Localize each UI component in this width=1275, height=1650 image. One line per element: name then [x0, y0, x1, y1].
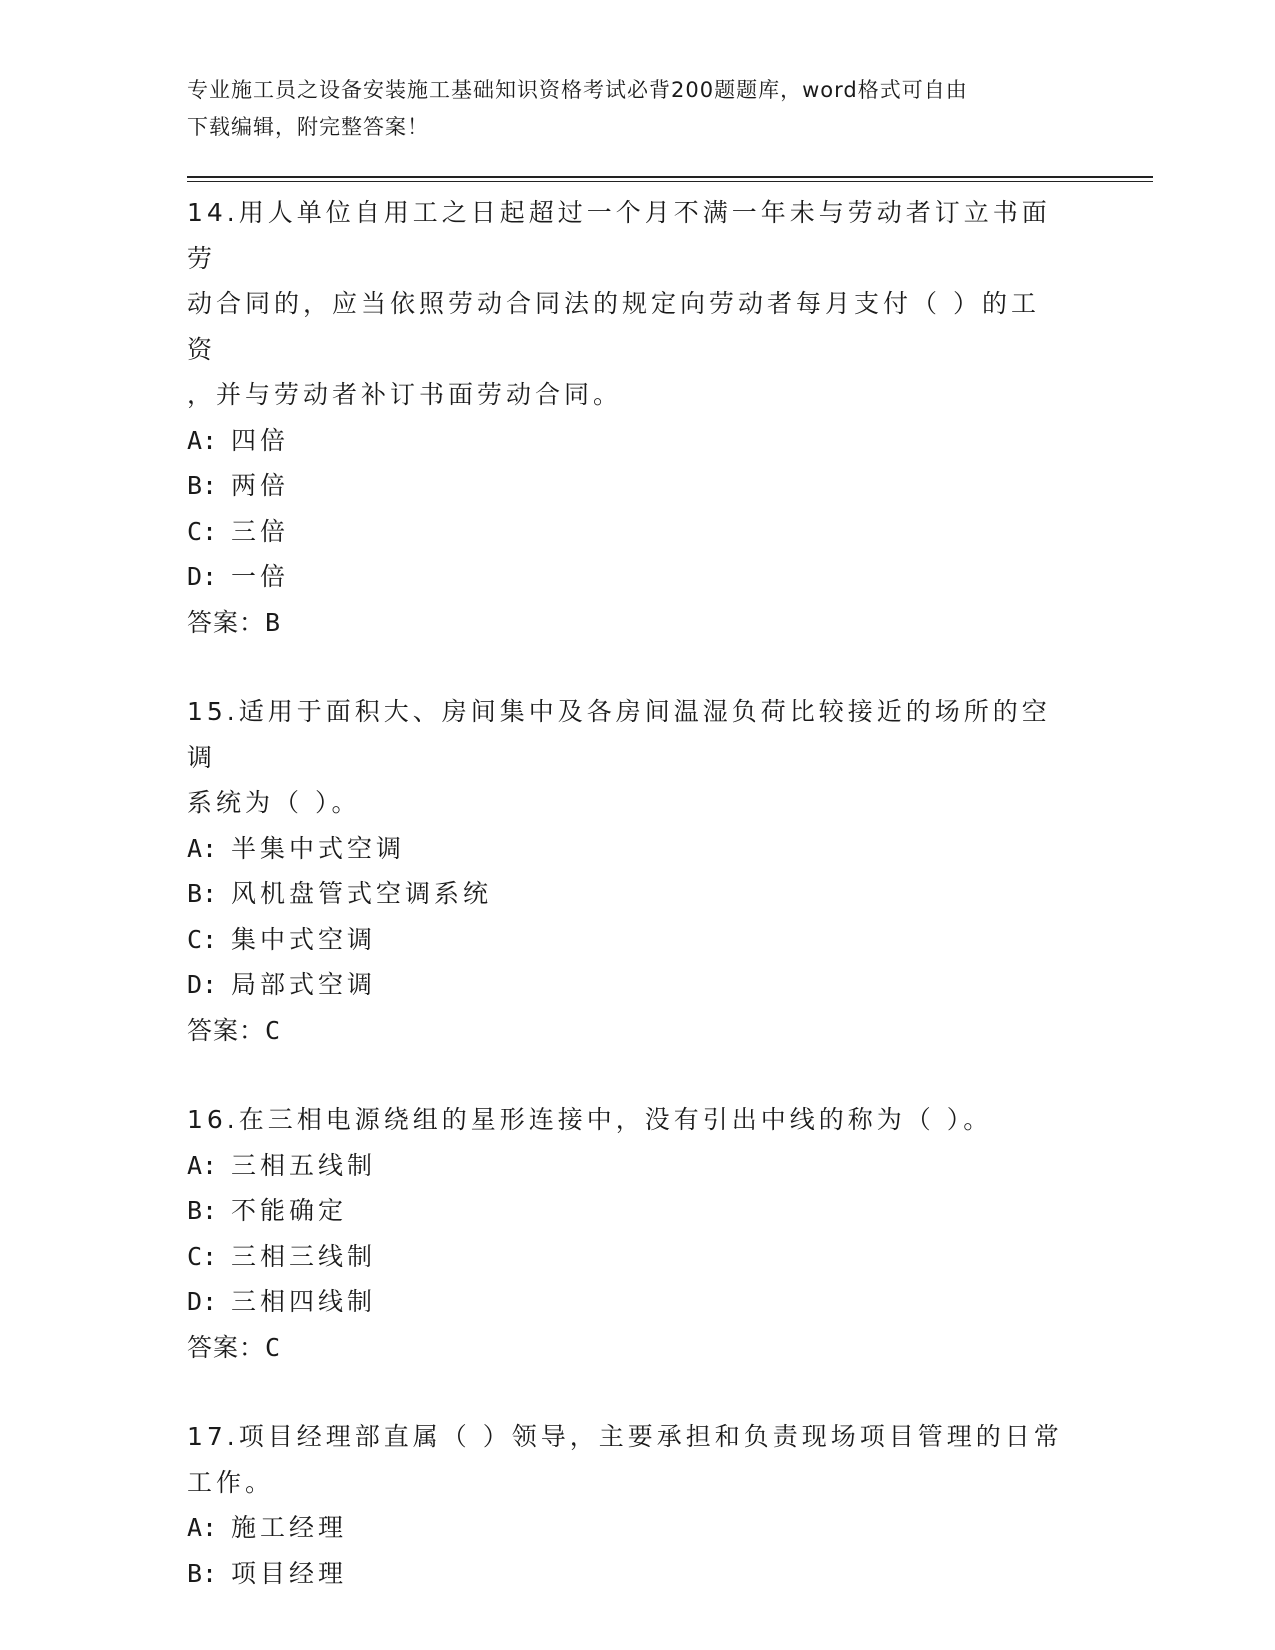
option-a	[187, 1143, 1067, 1189]
answer-value: C	[265, 1332, 282, 1362]
header-line-2: 下载编辑，附完整答案！	[187, 115, 429, 139]
option-text: 三相五线制	[231, 1150, 377, 1180]
header-divider-thick	[187, 176, 1153, 178]
answer-line	[187, 600, 1067, 646]
question-17	[187, 1414, 1067, 1596]
question-stem-line: 16.在三相电源绕组的星形连接中，没有引出中线的称为（ ）。	[187, 1105, 993, 1134]
option-letter: A:	[187, 425, 218, 455]
option-letter: A:	[187, 1513, 218, 1542]
question-spacer	[187, 645, 1067, 689]
answer-line	[187, 1008, 1067, 1054]
answer-value: B	[265, 607, 282, 637]
option-letter: D:	[187, 1287, 218, 1316]
question-14	[187, 190, 1067, 645]
option-letter: B:	[187, 879, 218, 908]
question-list	[187, 190, 1067, 1596]
question-stem-line: 14.用人单位自用工之日起超过一个月不满一年未与劳动者订立书面劳	[187, 198, 1051, 273]
option-letter: D:	[187, 970, 218, 999]
option-letter: D:	[187, 562, 218, 591]
option-letter: A:	[187, 1150, 218, 1180]
option-letter: B:	[187, 471, 218, 500]
header-divider-thin	[187, 181, 1153, 182]
option-text: 风机盘管式空调系统	[231, 879, 493, 908]
option-d	[187, 554, 1067, 600]
question-stem-line: ，并与劳动者补订书面劳动合同。	[187, 380, 623, 409]
option-b	[187, 871, 1067, 917]
option-b	[187, 463, 1067, 509]
option-b	[187, 1551, 1067, 1597]
option-text: 三倍	[231, 516, 290, 546]
option-text: 三相四线制	[231, 1287, 377, 1316]
option-a	[187, 826, 1067, 872]
question-stem-line: 系统为（ ）。	[187, 788, 361, 817]
option-letter: A:	[187, 833, 218, 863]
document-header	[187, 72, 1067, 146]
question-spacer	[187, 1053, 1067, 1097]
option-text: 三相三线制	[231, 1241, 377, 1271]
option-text: 不能确定	[231, 1196, 348, 1225]
question-16	[187, 1097, 1067, 1370]
option-letter: C:	[187, 516, 218, 546]
option-a	[187, 1505, 1067, 1551]
option-text: 两倍	[231, 471, 290, 500]
option-letter: B:	[187, 1196, 218, 1225]
question-stem-line: 15.适用于面积大、房间集中及各房间温湿负荷比较接近的场所的空调	[187, 697, 1051, 772]
answer-line	[187, 1325, 1067, 1371]
option-text: 一倍	[231, 562, 290, 591]
option-c	[187, 509, 1067, 555]
answer-label: 答案：	[187, 1332, 266, 1362]
option-letter: C:	[187, 1241, 218, 1271]
question-15	[187, 689, 1067, 1053]
option-b	[187, 1188, 1067, 1234]
header-line-1: 专业施工员之设备安装施工基础知识资格考试必背200题题库，word格式可自由	[187, 78, 968, 102]
question-spacer	[187, 1370, 1067, 1414]
option-text: 局部式空调	[231, 970, 377, 999]
option-text: 半集中式空调	[231, 833, 406, 863]
option-letter: B:	[187, 1558, 218, 1588]
option-c	[187, 1234, 1067, 1280]
option-text: 施工经理	[231, 1513, 348, 1542]
answer-label: 答案：	[187, 1015, 266, 1045]
option-a	[187, 418, 1067, 464]
option-d	[187, 1279, 1067, 1325]
question-stem-line: 17.项目经理部直属（ ）领导，主要承担和负责现场项目管理的日常	[187, 1422, 1063, 1451]
option-d	[187, 962, 1067, 1008]
question-stem-line: 工作。	[187, 1467, 275, 1497]
option-text: 四倍	[231, 425, 290, 455]
option-text: 集中式空调	[231, 924, 377, 954]
option-c	[187, 917, 1067, 963]
question-stem-line: 动合同的，应当依照劳动合同法的规定向劳动者每月支付（ ）的工资	[187, 289, 1040, 364]
option-text: 项目经理	[231, 1558, 348, 1588]
answer-value: C	[265, 1015, 282, 1045]
option-letter: C:	[187, 924, 218, 954]
answer-label: 答案：	[187, 607, 266, 637]
